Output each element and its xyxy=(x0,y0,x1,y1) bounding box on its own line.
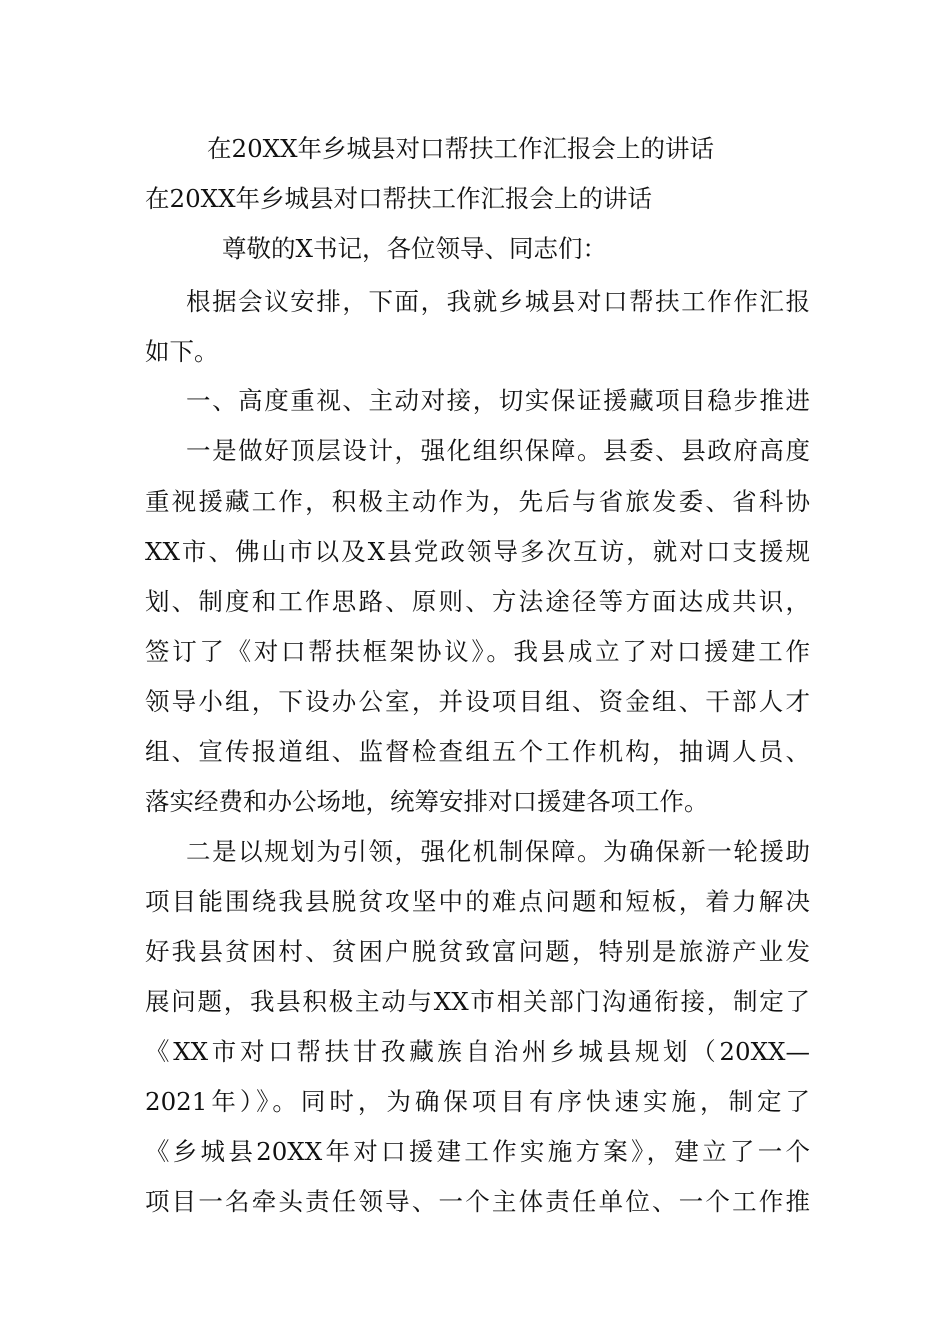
paragraph-line: 《XX市对口帮扶甘孜藏族自治州乡城县规划（20XX— xyxy=(145,1037,810,1066)
paragraph-line: XX市、佛山市以及X县党政领导多次互访，就对口支援规 xyxy=(145,537,810,566)
paragraph-line: 划、制度和工作思路、原则、方法途径等方面达成共识， xyxy=(145,587,810,616)
document-subtitle: 在20XX年乡城县对口帮扶工作汇报会上的讲话 xyxy=(145,184,653,213)
section-heading: 一、高度重视、主动对接，切实保证援藏项目稳步推进 xyxy=(186,386,810,415)
document-title: 在20XX年乡城县对口帮扶工作汇报会上的讲话 xyxy=(207,134,715,163)
paragraph-line: 项目能围绕我县脱贫攻坚中的难点问题和短板，着力解决 xyxy=(145,887,810,916)
paragraph-line: 组、宣传报道组、监督检查组五个工作机构，抽调人员、 xyxy=(145,737,810,766)
paragraph-line: 好我县贫困村、贫困户脱贫致富问题，特别是旅游产业发 xyxy=(145,937,810,966)
paragraph-line: 二是以规划为引领，强化机制保障。为确保新一轮援助 xyxy=(186,837,810,866)
paragraph-line: 项目一名牵头责任领导、一个主体责任单位、一个工作推 xyxy=(145,1187,810,1216)
paragraph-line: 展问题，我县积极主动与XX市相关部门沟通衔接，制定了 xyxy=(145,987,810,1016)
paragraph-line: 重视援藏工作，积极主动作为，先后与省旅发委、省科协 xyxy=(145,487,810,516)
paragraph-line: 一是做好顶层设计，强化组织保障。县委、县政府高度 xyxy=(186,436,810,465)
paragraph-line: 签订了《对口帮扶框架协议》。我县成立了对口援建工作 xyxy=(145,637,810,666)
paragraph-line: 根据会议安排，下面，我就乡城县对口帮扶工作作汇报 xyxy=(186,287,810,316)
paragraph-line: 《乡城县20XX年对口援建工作实施方案》，建立了一个 xyxy=(145,1137,810,1166)
salutation: 尊敬的X书记，各位领导、同志们： xyxy=(222,234,607,263)
paragraph-line: 领导小组，下设办公室，并设项目组、资金组、干部人才 xyxy=(145,687,810,716)
paragraph-line: 如下。 xyxy=(145,337,219,366)
paragraph-line: 落实经费和办公场地，统筹安排对口援建各项工作。 xyxy=(145,787,709,816)
paragraph-line: 2021年）》。同时，为确保项目有序快速实施，制定了 xyxy=(145,1087,810,1116)
